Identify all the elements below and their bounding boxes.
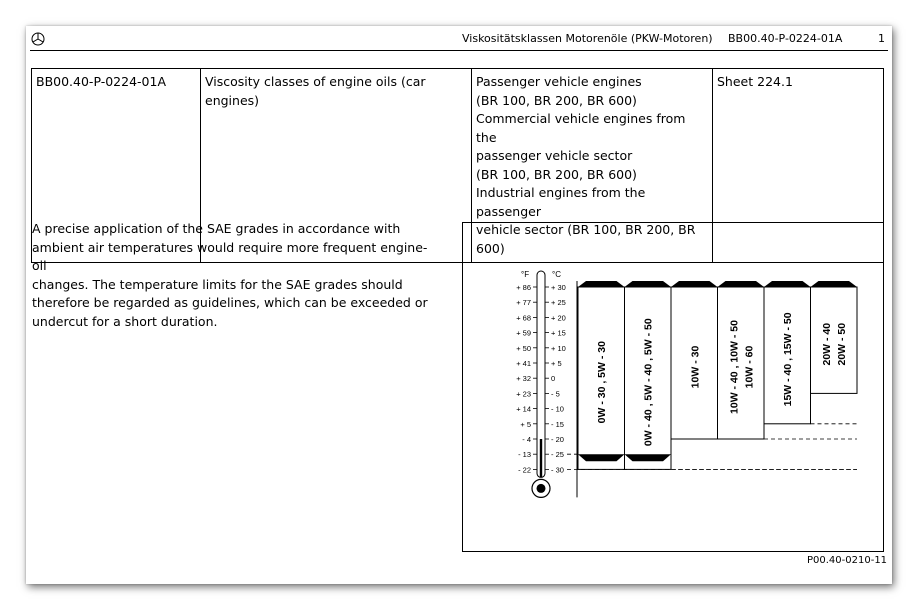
grade-column-top-cap bbox=[671, 281, 718, 287]
celsius-tick-label: - 5 bbox=[551, 389, 560, 399]
grade-label: 0W - 40 , 5W - 40 , 5W - 50 bbox=[642, 318, 655, 447]
grade-label: 20W - 40 bbox=[821, 322, 834, 366]
grade-column-top-cap bbox=[764, 281, 811, 287]
info-code-cell: BB00.40-P-0224-01A bbox=[32, 69, 201, 263]
applicability-line: Industrial engines from the passenger bbox=[476, 185, 646, 219]
grade-column bbox=[718, 287, 765, 439]
celsius-tick-label: 0 bbox=[551, 374, 556, 384]
body-line: A precise application of the SAE grades in accordance with bbox=[32, 221, 401, 236]
celsius-tick-label: + 20 bbox=[551, 313, 566, 323]
grade-label: 10W - 60 bbox=[743, 345, 756, 389]
celsius-tick-label: + 15 bbox=[551, 328, 566, 338]
mercedes-star-icon bbox=[31, 32, 45, 46]
grade-column-top-cap bbox=[811, 281, 858, 287]
fahrenheit-tick-label: + 86 bbox=[516, 283, 531, 292]
fahrenheit-tick-label: + 41 bbox=[516, 359, 531, 368]
grade-column-top-cap bbox=[625, 281, 672, 287]
applicability-line: Commercial vehicle engines from the bbox=[476, 111, 686, 145]
fahrenheit-tick-label: - 22 bbox=[518, 465, 531, 475]
fahrenheit-tick-label: + 32 bbox=[516, 374, 531, 384]
body-line: changes. The temperature limits for the SAE grades should bbox=[32, 276, 403, 292]
applicability-line: vehicle sector (BR 100, BR 200, BR 600) bbox=[476, 222, 696, 256]
grade-column-top-cap bbox=[718, 281, 765, 287]
body-line: therefore be regarded as guidelines, which can be exceeded or bbox=[32, 295, 428, 310]
thermometer-bulb-fill bbox=[537, 484, 546, 493]
fahrenheit-tick-label: - 4 bbox=[522, 435, 531, 444]
fahrenheit-tick-label: + 50 bbox=[516, 343, 531, 353]
grade-column-bottom-cap bbox=[578, 454, 625, 461]
body-line: ambient air temperatures would require more frequent engine-oil bbox=[32, 239, 428, 273]
grade-label: 15W - 40 , 15W - 50 bbox=[782, 312, 795, 407]
celsius-tick-label: - 15 bbox=[551, 419, 564, 429]
applicability-line: (BR 100, BR 200, BR 600) bbox=[476, 166, 637, 182]
page-header bbox=[26, 26, 892, 52]
grade-column bbox=[811, 287, 858, 393]
applicability-line: (BR 100, BR 200, BR 600) bbox=[476, 92, 637, 108]
grade-label: 20W - 50 bbox=[836, 322, 849, 366]
celsius-tick-label: + 10 bbox=[551, 343, 566, 353]
applicability-line: Passenger vehicle engines bbox=[476, 74, 642, 89]
celsius-tick-label: - 30 bbox=[551, 465, 564, 475]
grade-column-top-cap bbox=[578, 281, 625, 287]
viscosity-figure bbox=[462, 222, 884, 552]
fahrenheit-tick-label: + 77 bbox=[516, 298, 531, 308]
celsius-tick-label: + 25 bbox=[551, 298, 566, 308]
celsius-tick-label: - 25 bbox=[551, 450, 564, 460]
applicability-line: passenger vehicle sector bbox=[476, 148, 633, 163]
header-doc-code: BB00.40-P-0224-01A bbox=[728, 32, 843, 45]
fahrenheit-tick-label: + 59 bbox=[516, 328, 531, 338]
body-line: undercut for a short duration. bbox=[32, 313, 218, 329]
fahrenheit-tick-label: + 5 bbox=[520, 419, 531, 429]
celsius-tick-label: + 30 bbox=[551, 283, 566, 292]
fahrenheit-tick-label: + 23 bbox=[516, 389, 531, 399]
celsius-tick-label: - 10 bbox=[551, 404, 564, 414]
celsius-tick-label: - 20 bbox=[551, 435, 564, 444]
info-subject-cell: Viscosity classes of engine oils (car engines) bbox=[201, 69, 472, 263]
header-page-number: 1 bbox=[878, 32, 885, 45]
fahrenheit-tick-label: + 68 bbox=[516, 313, 531, 323]
grade-label: 10W - 30 bbox=[689, 345, 702, 389]
celsius-unit-label: °C bbox=[552, 270, 561, 279]
fahrenheit-tick-label: - 13 bbox=[518, 450, 531, 460]
document-page bbox=[26, 26, 892, 584]
fahrenheit-tick-label: + 14 bbox=[516, 404, 531, 414]
header-rule bbox=[30, 50, 888, 51]
grade-label: 10W - 40 , 10W - 50 bbox=[728, 320, 741, 414]
header-title: Viskositätsklassen Motorenöle (PKW-Motoren) bbox=[462, 32, 713, 45]
grade-column-bottom-cap bbox=[625, 454, 672, 461]
viscosity-chart bbox=[463, 223, 883, 551]
celsius-tick-label: + 5 bbox=[551, 359, 562, 368]
info-sheet-cell: Sheet 224.1 bbox=[713, 69, 884, 263]
fahrenheit-unit-label: °F bbox=[521, 270, 530, 279]
body-paragraph bbox=[32, 220, 442, 331]
figure-reference: P00.40-0210-11 bbox=[807, 555, 888, 566]
grade-label: 0W - 30 , 5W - 30 bbox=[596, 341, 609, 424]
